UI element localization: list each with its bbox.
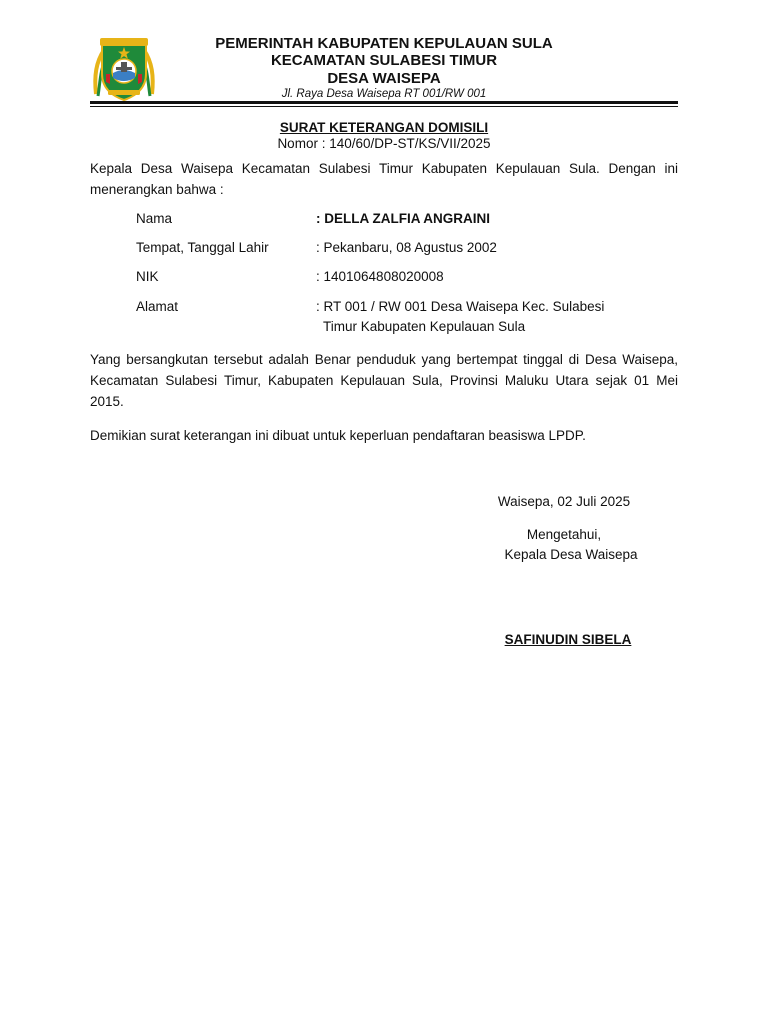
header-divider-thick [90, 101, 678, 104]
field-value-name: : DELLA ZALFIA ANGRAINI [316, 211, 490, 226]
field-label-nik: NIK [136, 269, 159, 284]
header-district: KECAMATAN SULABESI TIMUR [270, 52, 498, 69]
field-label-birth: Tempat, Tanggal Lahir [136, 240, 269, 255]
header-government: PEMERINTAH KABUPATEN KEPULAUAN SULA [215, 35, 553, 52]
signature-acknowledged: Mengetahui, [526, 527, 602, 542]
closing-paragraph: Demikian surat keterangan ini dibuat untuk keperluan pendaftaran beasiswa LPDP. [90, 428, 586, 443]
field-value-address [316, 297, 666, 337]
field-value-address-line2: Timur Kabupaten Kepulauan Sula [323, 319, 526, 334]
field-value-birth: : Pekanbaru, 08 Agustus 2002 [316, 240, 497, 255]
signer-name: SAFINUDIN SIBELA [504, 632, 632, 647]
letter-number: Nomor : 140/60/DP-ST/KS/VII/2025 [277, 136, 491, 151]
header-address: Jl. Raya Desa Waisepa RT 001/RW 001 [281, 88, 487, 100]
field-value-nik: : 1401064808020008 [316, 269, 444, 284]
header-divider-thin [90, 106, 678, 107]
signature-place-date: Waisepa, 02 Juli 2025 [497, 494, 631, 509]
letter-title: SURAT KETERANGAN DOMISILI [279, 120, 489, 135]
header-village: DESA WAISEPA [327, 70, 441, 87]
field-label-address: Alamat [136, 299, 179, 314]
body-paragraph: Yang bersangkutan tersebut adalah Benar penduduk yang bertempat tinggal di Desa Waisepa, Kecamatan Sulabesi Timur, Kabupaten Kepulauan Sula, Provinsi Maluku Utara sejak 01 Mei 2015. [90, 352, 678, 409]
field-label-name: Nama [136, 211, 173, 226]
signature-position: Kepala Desa Waisepa [504, 547, 638, 562]
regency-emblem-icon [90, 34, 158, 102]
intro-paragraph: Kepala Desa Waisepa Kecamatan Sulabesi Timur Kabupaten Kepulauan Sula. Dengan ini menerangkan bahwa : [90, 161, 678, 197]
field-value-address-line1: : RT 001 / RW 001 Desa Waisepa Kec. Sulabesi [316, 299, 605, 314]
